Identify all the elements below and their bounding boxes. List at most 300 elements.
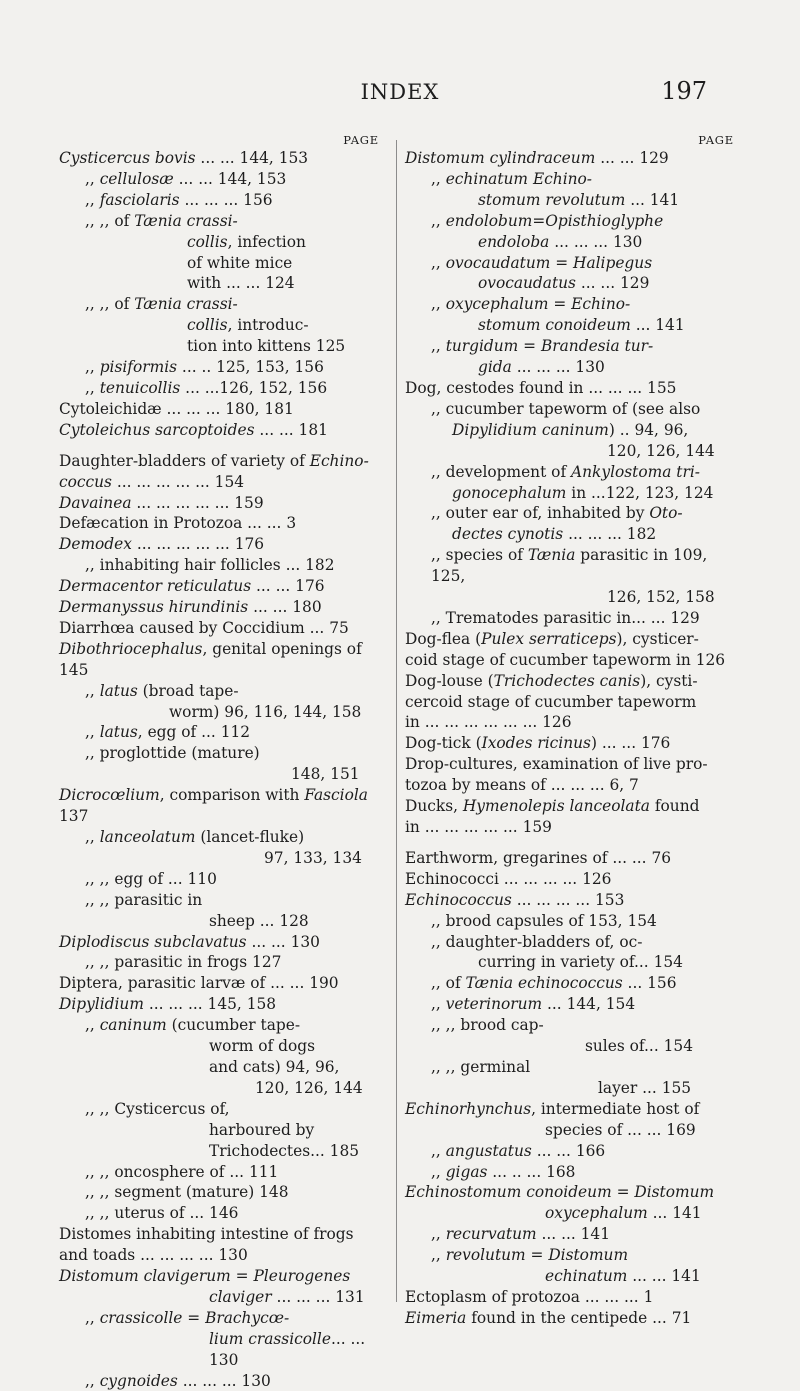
index-entry [405,1224,740,1245]
index-term-italic: Distomum cylindraceum [405,149,596,167]
index-text: ,, [85,723,100,742]
index-text: = [230,1267,254,1286]
index-text: ,, proglottide (mature) [85,744,260,763]
index-text: ... ... ... 156 [179,190,273,209]
index-entry [405,378,740,399]
index-term-italic: Tænia crassi- [134,295,238,314]
index-term-italic: cellulosæ [99,169,174,188]
index-entry [59,994,385,1015]
index-text: Diptera, parasitic larvæ of ... ... 190 [59,974,339,993]
index-text: = [548,295,572,314]
index-text: Ectoplasm of protozoa ... ... ... 1 [405,1287,654,1306]
index-text: harboured by [209,1120,315,1139]
index-term-italic: Dermacentor reticulatus [59,577,252,596]
index-text: ,, ,, oncosphere of ... 111 [85,1162,279,1181]
index-entry [59,1162,385,1183]
index-term-italic: ovocaudatus [478,274,576,293]
index-text: ... ... 166 [531,1141,606,1160]
index-text: ... ... ... ... 153 [511,890,625,909]
index-term-italic: Echinorhynchus [405,1099,532,1118]
index-text: = [525,1246,549,1265]
index-entry [405,629,740,650]
index-text: , introduc- [227,316,309,335]
index-text: ... ...126, 152, 156 [180,378,328,397]
index-term-italic: latus [99,681,138,700]
index-text: worm) 96, 116, 144, 158 [169,702,362,721]
index-text: ... 156 [622,974,677,993]
index-entry [59,1036,385,1057]
index-entry [59,1203,385,1224]
index-entry [59,597,385,618]
index-text: Dog-tick ( [405,734,482,753]
index-text: Diarrhœa caused by Coccidium ... 75 [59,618,349,637]
index-entry [59,722,385,743]
index-entry [405,1099,740,1120]
index-entry [405,587,740,608]
index-text: ... ... ... 130 [511,358,605,377]
index-text: ,, [431,1246,446,1265]
index-term-italic: Dicrocœlium [59,786,160,805]
index-entry [59,932,385,953]
index-entry [59,911,385,932]
index-text: ,, [85,828,100,846]
index-text: ,, ,, egg of ... 110 [85,869,217,888]
index-entry [405,1078,740,1099]
index-term-italic: Echino- [309,451,369,470]
index-text: with ... ... 124 [187,274,295,293]
index-text: ,, ,, parasitic in frogs 127 [85,953,282,972]
index-entry [405,692,740,713]
index-entry [59,211,385,232]
index-entry [405,148,740,169]
index-text: ), cysticer- [616,629,699,648]
index-text: ... ... ... 130 [549,232,643,251]
index-term-italic: Oto- [649,504,683,523]
index-entry [59,1015,385,1036]
index-text: coid stage of cucumber tapeworm in 126 [405,650,726,669]
index-term-italic: oxycephalum [445,295,549,314]
running-head [0,77,800,107]
index-text: Dog-flea ( [405,629,482,648]
index-text: ,, of [431,974,466,993]
index-text: ,, [85,378,100,397]
index-term-italic: recurvatum [445,1225,537,1244]
index-entry [59,702,385,723]
index-term-italic: crassicolle [99,1308,183,1327]
index-term-italic: lium crassicolle [209,1329,331,1348]
index-term-italic: endolobum=Opisthioglyphe [445,211,664,230]
index-entry [59,1371,385,1391]
index-entry [405,1245,740,1266]
index-text: = [182,1308,206,1327]
index-text: parasitic in 109, 125, [431,546,708,586]
index-term-italic: Tænia crassi- [134,211,238,230]
index-text: ,, ,, Cysticercus of, [85,1099,230,1118]
index-term-italic: revolutum [445,1246,526,1265]
index-text: ,, [85,1016,100,1035]
index-text: 126, 152, 158 [607,588,715,607]
index-text: 120, 126, 144 [255,1078,363,1097]
index-term-italic: Trichodectes canis [493,671,641,690]
index-entry [405,1182,740,1203]
index-term-italic: Distomum [548,1246,629,1265]
index-text: tozoa by means of ... ... ... 6, 7 [405,776,639,795]
index-entry [405,1266,740,1287]
index-entry [405,273,740,294]
index-term-italic: collis [187,232,228,251]
index-entry [59,253,385,274]
index-text: Echinococci ... ... ... ... 126 [405,869,612,888]
index-text: ,, brood capsules of 153, 154 [431,911,657,930]
index-term-italic: Eimeria [405,1308,467,1327]
index-entry [59,336,385,357]
index-entry [59,1266,385,1287]
index-entry [59,513,385,534]
index-text: ... ... ... 130 [177,1371,271,1390]
index-term-italic: stomum conoideum [478,316,631,335]
index-entry [405,357,740,378]
index-text: Distomes inhabiting intestine of frogs [59,1225,354,1244]
index-text: ... ... 130 [209,1329,366,1369]
index-text: ,, [431,337,446,356]
index-entry [59,493,385,514]
index-term-italic: caninum [99,1016,167,1035]
index-entry [59,1329,385,1371]
index-entry [405,190,740,211]
index-term-italic: latus [99,723,138,742]
index-text: ... ... 144, 153 [173,169,287,188]
index-term-italic: Pulex serraticeps [481,629,617,648]
index-term-italic: collis [187,316,228,335]
index-term-italic: Cytoleichus sarcoptoides [59,420,255,439]
index-entry [405,1036,740,1057]
index-term-italic: turgidum [445,337,519,356]
index-entry [405,315,740,336]
index-text: (lancet-fluke) [195,828,305,846]
index-term-italic: Dipylidium caninum [452,420,609,439]
index-entry [405,483,740,504]
index-text: and cats) 94, 96, [209,1057,340,1076]
index-text: sules of... 154 [585,1037,693,1056]
index-text: Defæcation in Protozoa ... ... 3 [59,514,297,533]
index-text: 97, 133, 134 [264,848,362,867]
index-term-italic: Echinococcus [405,890,512,909]
index-text: ,, [431,1225,446,1244]
index-text: ,, development of [431,462,572,481]
index-text: cercoid stage of cucumber tapeworm [405,692,697,711]
index-text: ,, [85,169,100,188]
index-text: ,, Trematodes parasitic in... ... 129 [431,608,700,627]
index-entry [405,336,740,357]
index-text: 148, 151 [291,765,360,784]
index-text: (broad tape- [137,681,239,700]
index-text: Earthworm, gregarines of ... ... 76 [405,848,672,867]
index-text: ,, ,, brood cap- [431,1016,544,1035]
index-term-italic: pisiformis [99,358,178,377]
index-text: ,, [431,995,446,1014]
index-entry [405,420,740,441]
index-entry [59,315,385,336]
index-entry [405,1162,740,1183]
index-entry [59,451,385,472]
index-text: = [550,253,574,272]
index-term-italic: Echinostomum conoideum [405,1183,612,1202]
index-text: ... ... 141 [536,1225,611,1244]
index-term-italic: cygnoides [99,1371,178,1390]
index-term-italic: lanceolatum [99,828,196,846]
index-text: Daughter-bladders of variety of [59,451,310,470]
index-entry [59,190,385,211]
index-entry [405,1141,740,1162]
index-text: ... ... 176 [251,577,325,596]
index-text: ... ... ... 131 [271,1287,365,1306]
index-term-italic: echinatum [545,1267,628,1286]
index-entry [405,545,740,587]
index-text: , egg of ... 112 [137,723,251,742]
index-term-italic: Cysticercus bovis [59,149,196,167]
index-text: ... 141 [647,1204,702,1223]
index-entry [59,827,385,848]
index-entry [405,1057,740,1078]
index-entry [59,534,385,555]
index-entry [405,1120,740,1141]
index-text: ,, inhabiting hair follicles ... 182 [85,556,335,575]
index-entry [405,952,740,973]
index-text: ) ... ... 176 [590,734,671,753]
index-entry [405,932,740,953]
index-entry [59,764,385,785]
index-entry [405,441,740,462]
index-entry [59,148,385,169]
index-entry [405,973,740,994]
index-entry [405,1015,740,1036]
index-text: ,, ,, of [85,211,135,230]
index-term-italic: Dermanyssus hirundinis [59,598,249,617]
index-entry [59,848,385,869]
index-entry [59,785,385,827]
index-term-italic: dectes cynotis [452,525,564,544]
index-text: ,, species of [431,546,528,565]
index-entry [59,1057,385,1078]
index-entry [59,639,385,681]
index-term-italic: claviger [209,1287,272,1306]
index-text: 137 [59,807,89,826]
index-text: , comparison with [159,786,305,805]
index-text: = [611,1183,635,1202]
index-text: ,, ,, germinal [431,1057,531,1076]
index-entry [405,232,740,253]
index-entry [405,817,740,838]
index-text: ,, ,, parasitic in [85,890,203,909]
index-entry [59,555,385,576]
index-term-italic: gigas [445,1162,488,1181]
index-text: ,, cucumber tapeworm of (see also [431,399,701,418]
index-text: found [649,797,700,816]
index-text: ... ... ... ... ... 159 [131,493,264,512]
index-text: , intermediate host of [531,1099,700,1118]
index-entry [59,273,385,294]
index-entry [405,211,740,232]
index-entry [59,294,385,315]
index-entry [405,848,740,869]
index-text: ,, [431,1141,446,1160]
index-text: ,, [431,211,446,230]
index-entry [59,1099,385,1120]
index-entry [405,775,740,796]
index-entry [405,169,740,190]
index-entry [59,743,385,764]
index-entry [405,399,740,420]
index-text: and toads ... ... ... ... 130 [59,1246,248,1265]
index-text: 120, 126, 144 [607,441,715,460]
index-term-italic: Diplodiscus subclavatus [59,932,247,951]
index-term-italic: Distomum clavigerum [59,1267,231,1286]
index-entry [405,253,740,274]
page-column-label: PAGE [343,133,379,147]
index-entry [59,618,385,639]
index-term-italic: Halipegus [573,253,653,272]
index-entry [405,462,740,483]
index-text: found in the centipede ... 71 [466,1308,692,1327]
index-term-italic: Demodex [59,535,132,554]
index-text: sheep ... 128 [209,911,309,930]
index-entry-list [59,148,385,1391]
index-term-italic: Davainea [59,493,132,512]
index-text: ) .. 94, 96, [608,420,689,439]
index-text: ,, [85,1308,100,1327]
index-text: ), cysti- [640,671,698,690]
index-text: ,, [85,1371,100,1390]
index-text: ... ... 129 [575,274,650,293]
index-entry [405,733,740,754]
index-entry [59,1308,385,1329]
index-text: ,, [431,253,446,272]
index-text: tion into kittens 125 [187,337,346,356]
index-text: in ... ... ... ... ... ... 126 [405,713,572,732]
index-term-italic: gonocephalum [452,483,567,502]
index-text: (cucumber tape- [166,1016,301,1035]
index-text: ... ... 141 [627,1267,701,1286]
index-entry [59,890,385,911]
index-term-italic: Dibothriocephalus [59,639,203,658]
index-text: ... ... 129 [595,149,669,167]
index-entry [59,1224,385,1245]
index-term-italic: oxycephalum [545,1204,648,1223]
index-entry [405,608,740,629]
index-entry [59,399,385,420]
index-entry [59,973,385,994]
index-entry [405,754,740,775]
index-text: ,, [431,169,446,188]
index-entry [59,576,385,597]
index-entry [59,357,385,378]
index-term-italic: fasciolaris [99,190,180,209]
index-text: ,, [85,681,100,700]
index-term-italic: Tænia [527,546,576,565]
index-column-right [405,130,740,1329]
index-text: Dog, cestodes found in ... ... ... 155 [405,378,677,397]
index-text: ... ... ... 182 [563,525,657,544]
index-entry [405,524,740,545]
index-entry [405,869,740,890]
index-term-italic: Brachycœ- [205,1308,290,1327]
index-text: ... ... 181 [254,420,328,439]
index-text: in ... ... ... ... ... 159 [405,818,552,836]
page-number: 197 [661,77,707,105]
running-head-title: INDEX [360,80,440,104]
index-entry [405,1203,740,1224]
index-text: species of ... ... 169 [545,1120,696,1139]
index-term-italic: echinatum [445,169,529,188]
index-entry [59,1182,385,1203]
index-entry [59,1141,385,1162]
index-entry [59,472,385,493]
index-text: Cytoleichidæ ... ... ... 180, 181 [59,399,294,418]
index-text: ,, ,, of [85,295,135,314]
index-term-italic: Ankylostoma tri- [571,462,700,481]
index-text: curring in variety of... 154 [478,953,683,972]
index-entry [405,294,740,315]
index-text: Trichodectes... 185 [209,1141,360,1160]
index-entry [405,911,740,932]
index-term-italic: Fasciola [304,786,368,805]
index-entry [405,503,740,524]
index-text: ,, [85,358,100,377]
column-divider [396,140,397,1302]
index-term-italic: Ixodes ricinus [481,734,591,753]
index-entry [405,650,740,671]
index-text: of white mice [187,253,293,272]
index-term-italic: tenuicollis [99,378,181,397]
index-text: ,, [431,1162,446,1181]
index-text: ... .. ... 168 [487,1162,576,1181]
index-entry [405,671,740,692]
index-term-italic: Pleurogenes [253,1267,351,1286]
index-entry [59,952,385,973]
index-text: ... .. 125, 153, 156 [177,358,324,377]
index-term-italic: endoloba [478,232,550,251]
index-entry-list [405,148,740,1329]
index-term-italic: veterinorum [445,995,543,1014]
index-text: in ...122, 123, 124 [566,483,714,502]
index-term-italic: gida [478,358,512,377]
index-entry [59,869,385,890]
index-term-italic: angustatus [445,1141,532,1160]
index-term-italic: coccus [59,472,112,491]
index-text: ... ... ... ... ... 154 [111,472,245,491]
index-text: ... ... 144, 153 [195,149,309,167]
index-text: ... 144, 154 [542,995,636,1014]
index-entry [59,1120,385,1141]
index-text: ... ... 130 [246,932,320,951]
index-text: = [518,337,541,356]
index-entry [405,1287,740,1308]
index-text: Drop-cultures, examination of live pro- [405,755,708,774]
index-text: Ducks, [405,797,463,816]
index-entry [59,681,385,702]
index-entry [59,1287,385,1308]
index-term-italic: Distomum [634,1183,715,1202]
index-entry [59,1245,385,1266]
index-text: ,, outer ear of, inhabited by [431,504,650,523]
index-term-italic: Echino- [532,169,593,188]
index-text: ... 141 [625,190,680,209]
index-text: ,, ,, uterus of ... 146 [85,1204,239,1223]
index-text: ,, daughter-bladders of, oc- [431,932,643,951]
index-text: Dog-louse ( [405,671,494,690]
index-term-italic: ovocaudatum [445,253,551,272]
index-column-left [59,130,385,1391]
